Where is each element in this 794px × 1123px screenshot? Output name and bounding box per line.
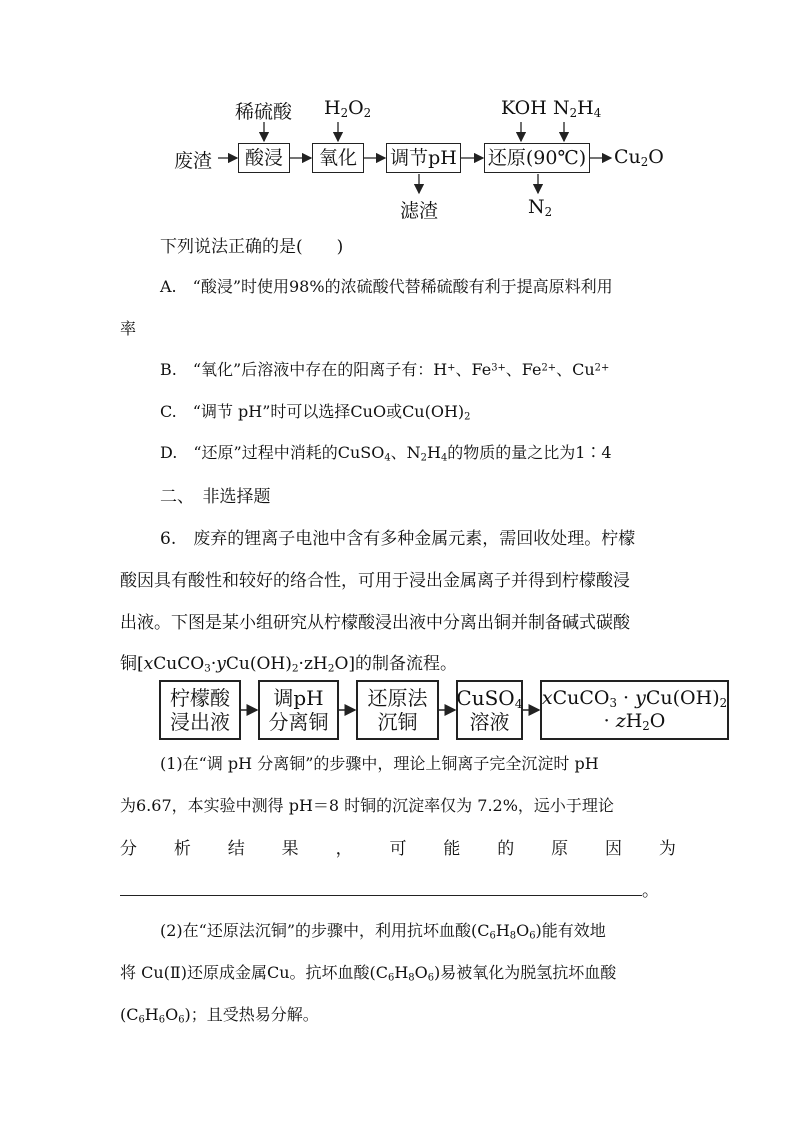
q6-line-1: 6. 废弃的锂离子电池中含有多种金属元素，需回收处理。柠檬 (160, 529, 636, 549)
flow1-product-cu2o: $Cu_2O$ (614, 146, 664, 169)
q6-2-line-2: 将 Cu(Ⅱ)还原成金属Cu。抗坏血酸$(C_6H_8O_6)$易被氧化为脱氢抗坏血酸 (120, 963, 617, 984)
answer-blank[interactable] (120, 883, 642, 896)
q6-line-4: 铜$[xCuCO_3\cdot yCu(OH)_2\cdot zH_2O]$的制备流程。 (120, 654, 458, 675)
q6-2-line-1: (2)在“还原法沉铜”的步骤中，利用抗坏血酸$(C_6H_8O_6)$能有效地 (160, 921, 606, 942)
flow2-step-reduction-precipitate: 还原法 沉铜 (356, 680, 439, 740)
q6-1-line-2: 为6.67，本实验中测得 pH＝8 时铜的沉淀率仅为 7.2%，远小于理论 (120, 796, 614, 815)
input-h2o2: $H_2O_2$ (324, 97, 372, 120)
q5-option-c: C. “调节 pH”时可以选择CuO或$Cu(OH)_2$ (160, 402, 471, 423)
output-residue: 滤渣 (400, 200, 439, 222)
q5-stem: 下列说法正确的是( ) (160, 237, 344, 257)
flow2-step-cuso4-solution: CuSO$_4$ 溶液 (456, 680, 523, 740)
q5-option-a: A. “酸浸”时使用98%的浓硫酸代替稀硫酸有利于提高原料利用 (160, 277, 613, 296)
section-title: 二、 非选择题 (160, 487, 271, 507)
flow1-step-reduce: 还原(90℃) (484, 143, 590, 173)
flow1-step-acid-leach: 酸浸 (238, 143, 290, 173)
q5-option-a-cont: 率 (120, 319, 137, 338)
flow1-step-oxidize: 氧化 (312, 143, 364, 173)
q6-2-line-3: $(C_6H_6O_6)$；且受热易分解。 (120, 1005, 319, 1026)
q6-line-2: 酸因具有酸性和较好的络合性，可用于浸出金属离子并得到柠檬酸浸 (120, 571, 630, 591)
flow1-arrows (0, 0, 794, 230)
q6-1-line-3: 分 析 结 果 ， 可 能 的 原 因 为 (120, 839, 676, 859)
flow2-step-citric-leachate: 柠檬酸 浸出液 (159, 680, 241, 740)
input-koh: KOH (501, 97, 547, 119)
input-dilute-acid: 稀硫酸 (235, 101, 293, 123)
flow2-step-ph-separate: 调pH 分离铜 (258, 680, 339, 740)
q5-option-b: B. “氧化”后溶液中存在的阳离子有：H+、$Fe^{3+}$、$Fe^{2+}$、$Cu^{2+}$ (160, 360, 610, 379)
flow2-product-basic-copper-carbonate: xCuCO$_3$ · $yCu(OH)_2$ · $zH_2O$ (540, 680, 729, 740)
q6-line-3: 出液。下图是某小组研究从柠檬酸浸出液中分离出铜并制备碱式碳酸 (120, 613, 630, 633)
flow1-start-waste: 废渣 (174, 150, 213, 172)
q6-1-line-1: (1)在“调 pH 分离铜”的步骤中，理论上铜离子完全沉淀时 pH (160, 754, 599, 773)
output-n2: $N_2$ (528, 196, 553, 219)
q6-1-answer-line[interactable]: 。 (120, 876, 659, 901)
q5-option-d: D. “还原”过程中消耗的CuSO$_4$、$N_2H_4$的物质的量之比为1∶4 (160, 443, 612, 464)
input-n2h4: $N_2H_4$ (553, 97, 602, 120)
flow1-step-adjust-ph: 调节pH (386, 143, 461, 173)
